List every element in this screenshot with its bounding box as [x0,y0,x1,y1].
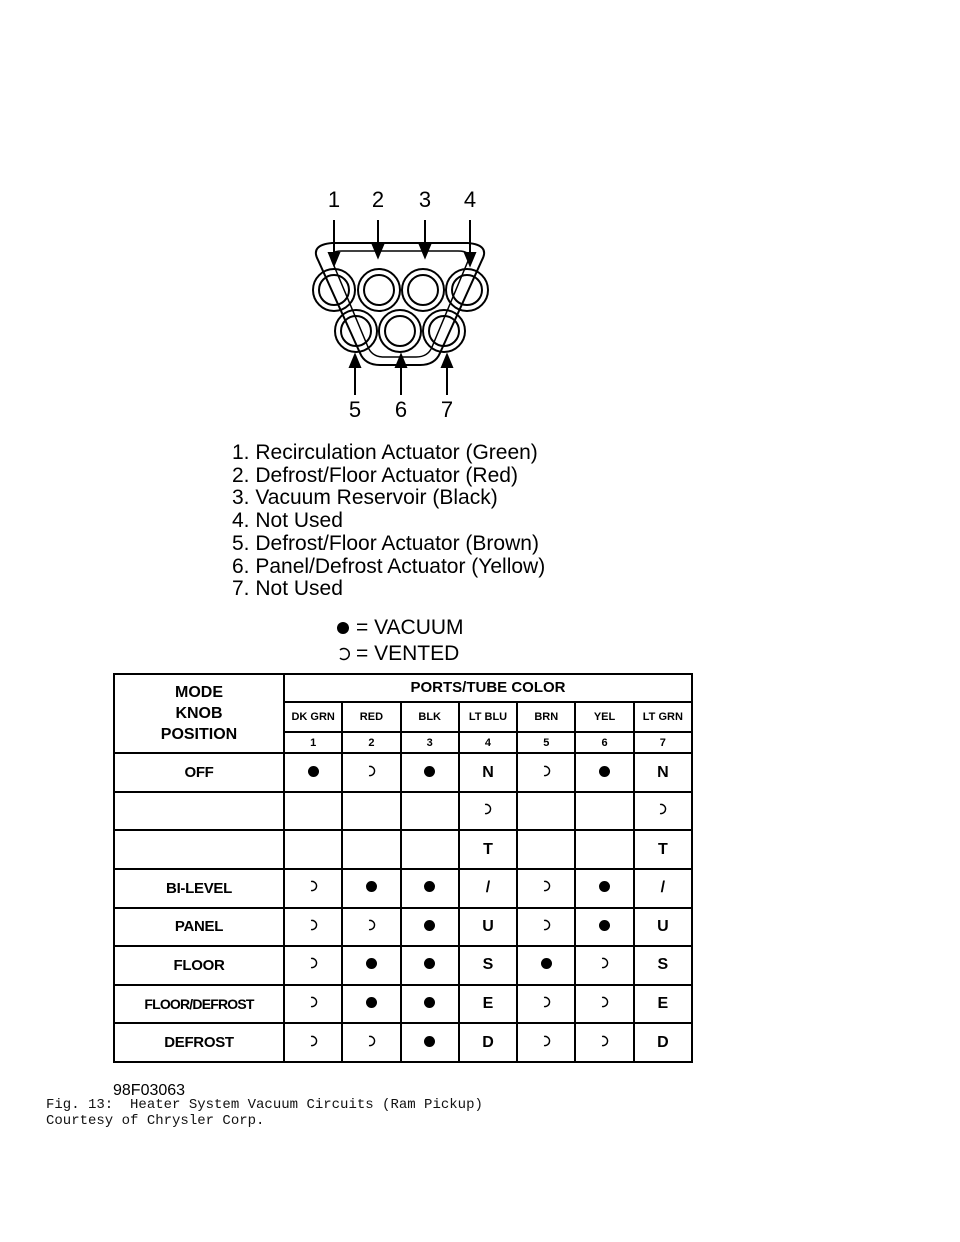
port-4 [446,269,488,311]
vented-circle-icon [599,996,610,1008]
mode-position-cell: PANEL [114,908,284,947]
vacuum-dot-icon [336,621,350,635]
state-text-cell: N [634,753,692,792]
state-text-cell [342,830,400,869]
state-text-cell: S [634,946,692,985]
state-text-cell [401,830,459,869]
tube-color-header: BRN [517,702,575,732]
bottom-label-6: 6 [394,397,408,422]
state-text-cell: T [634,830,692,869]
vented-cell [575,985,633,1024]
vented-circle-icon [599,957,610,969]
state-text-cell: / [459,869,517,908]
vented-circle-icon [308,957,319,969]
vented-circle-icon [541,919,552,931]
legend-item: 5. Defrost/Floor Actuator (Brown) [232,531,539,555]
vented-circle-icon [657,803,668,815]
state-text-cell [517,792,575,831]
vented-circle-icon [541,996,552,1008]
caption-line: Fig. 13: Heater System Vacuum Circuits (Ram Pickup) [46,1097,483,1113]
figure-id: 98F03063 [113,1082,186,1099]
state-text-cell: E [634,985,692,1024]
top-label-2: 2 [371,187,385,212]
vacuum-circuit-table [113,673,693,1063]
port-6 [379,310,421,352]
vented-cell [342,753,400,792]
mode-knob-position-header [114,674,284,753]
table-row [114,792,692,831]
mode-position-cell [114,792,284,831]
table-row [114,946,692,985]
tube-color-header: DK GRN [284,702,342,732]
vented-cell [517,753,575,792]
vacuum-connector-diagram [280,185,520,425]
vacuum-cell [342,869,400,908]
port-2 [358,269,400,311]
tube-color-header: RED [342,702,400,732]
vacuum-dot-icon [366,997,377,1008]
key-vented-label: = VENTED [356,642,460,665]
state-text-cell: N [459,753,517,792]
vented-circle-icon [482,803,493,815]
table-row [114,985,692,1024]
vented-circle-icon [308,996,319,1008]
vented-cell [517,908,575,947]
vented-circle-icon [308,919,319,931]
figure-caption [46,1097,483,1129]
vacuum-cell [401,985,459,1024]
vacuum-dot-icon [366,881,377,892]
vacuum-dot-icon [599,766,610,777]
vacuum-cell [284,753,342,792]
state-text-cell: / [634,869,692,908]
port-7 [423,310,465,352]
vented-cell [575,946,633,985]
vacuum-dot-icon [424,920,435,931]
legend-item: 1. Recirculation Actuator (Green) [232,441,538,464]
state-text-cell: S [459,946,517,985]
port-legend-list [232,442,545,601]
port-number-header: 5 [517,732,575,753]
table-row [114,830,692,869]
top-label-1: 1 [327,187,341,212]
bottom-label-7: 7 [440,397,454,422]
key-vacuum-label: = VACUUM [356,616,464,639]
legend-item: 3. Vacuum Reservoir (Black) [232,486,498,510]
caption-line: Courtesy of Chrysler Corp. [46,1113,265,1129]
tube-color-header: YEL [575,702,633,732]
state-text-cell: D [634,1023,692,1062]
vented-circle-icon [599,1035,610,1047]
vacuum-cell [401,1023,459,1062]
vacuum-cell [342,946,400,985]
top-label-3: 3 [418,187,432,212]
port-1 [313,269,355,311]
legend-item: 7. Not Used [232,577,343,601]
state-text-cell: U [634,908,692,947]
vacuum-dot-icon [599,920,610,931]
vacuum-dot-icon [308,766,319,777]
port-number-header: 3 [401,732,459,753]
tube-color-header: LT GRN [634,702,692,732]
vacuum-cell [401,908,459,947]
legend-item: 2. Defrost/Floor Actuator (Red) [232,463,518,487]
vented-cell [459,792,517,831]
mode-header-line: MODE [175,684,223,702]
tube-color-header: LT BLU [459,702,517,732]
state-text-cell [575,830,633,869]
state-text-cell [284,830,342,869]
state-text-cell [342,792,400,831]
vented-cell [517,1023,575,1062]
mode-header-line: POSITION [160,726,238,744]
state-text-cell [401,792,459,831]
vented-cell [517,985,575,1024]
vented-cell [284,985,342,1024]
vacuum-cell [517,946,575,985]
mode-position-cell: DEFROST [114,1023,284,1062]
vacuum-dot-icon [366,958,377,969]
connector-housing-inner [331,251,469,357]
vented-cell [517,869,575,908]
vented-circle-icon [366,765,377,777]
bottom-label-5: 5 [348,397,362,422]
vacuum-cell [575,753,633,792]
vented-cell [342,908,400,947]
vacuum-cell [575,869,633,908]
vented-cell [575,1023,633,1062]
vented-circle-icon [541,1035,552,1047]
vacuum-dot-icon [424,881,435,892]
vented-circle-icon [366,1035,377,1047]
state-text-cell [517,830,575,869]
tube-color-header: BLK [401,702,459,732]
state-text-cell: D [459,1023,517,1062]
vacuum-cell [401,946,459,985]
vacuum-dot-icon [424,766,435,777]
vented-cell [284,1023,342,1062]
vacuum-dot-icon [424,958,435,969]
vented-cell [284,946,342,985]
mode-position-cell: FLOOR/DEFROST [114,985,284,1024]
mode-position-cell [114,830,284,869]
port-number-header: 2 [342,732,400,753]
vented-cell [342,1023,400,1062]
mode-header-line: KNOB [175,705,223,723]
state-text-cell: T [459,830,517,869]
state-text-cell [575,792,633,831]
vented-circle-icon [366,919,377,931]
port-3 [402,269,444,311]
key-vented [336,642,459,666]
state-text-cell [284,792,342,831]
vented-circle-icon [308,880,319,892]
vacuum-dot-icon [599,881,610,892]
vacuum-dot-icon [424,1036,435,1047]
key-vacuum [336,616,464,640]
vented-circle-icon [541,765,552,777]
vented-cell [284,908,342,947]
mode-position-cell: OFF [114,753,284,792]
vented-circle-icon [336,647,350,661]
ports-tube-color-header: PORTS/TUBE COLOR [284,674,692,702]
vacuum-cell [575,908,633,947]
state-text-cell: E [459,985,517,1024]
table-row [114,908,692,947]
table-row [114,753,692,792]
vacuum-cell [401,869,459,908]
state-text-cell: U [459,908,517,947]
vented-circle-icon [308,1035,319,1047]
port-number-header: 1 [284,732,342,753]
legend-item: 6. Panel/Defrost Actuator (Yellow) [232,554,546,578]
vented-cell [284,869,342,908]
top-label-4: 4 [463,187,477,212]
port-5 [335,310,377,352]
port-number-header: 4 [459,732,517,753]
legend-item: 4. Not Used [232,509,343,533]
mode-position-cell: BI-LEVEL [114,869,284,908]
vacuum-cell [342,985,400,1024]
vacuum-cell [401,753,459,792]
vacuum-dot-icon [424,997,435,1008]
vented-cell [634,792,692,831]
port-number-header: 7 [634,732,692,753]
vented-circle-icon [541,880,552,892]
port-number-header: 6 [575,732,633,753]
vacuum-dot-icon [541,958,552,969]
table-row [114,869,692,908]
mode-position-cell: FLOOR [114,946,284,985]
table-row [114,1023,692,1062]
